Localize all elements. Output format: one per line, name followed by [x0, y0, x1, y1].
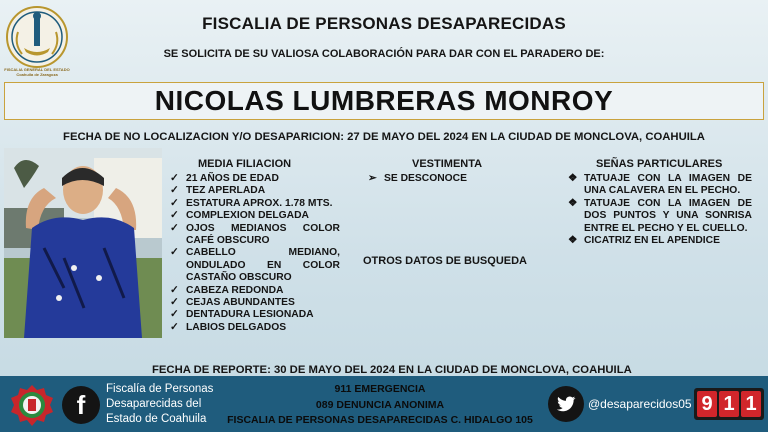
person-photo: [4, 148, 162, 338]
bullet-icon: ✓: [170, 284, 179, 296]
contact-info: [220, 382, 540, 429]
emergency-911-badge: [694, 388, 764, 420]
list-item-text: LABIOS DELGADOS: [186, 321, 287, 333]
list-item-text: TATUAJE CON LA IMAGEN DE DOS PUNTOS Y UNA SONRISA ENTRE EL PECHO Y EL CUELLO.: [584, 197, 752, 234]
digit: 1: [741, 391, 761, 417]
list-item: [368, 173, 518, 185]
list-item-text: ESTATURA APROX. 1.78 MTS.: [186, 197, 333, 209]
list-item-text: SE DESCONOCE: [384, 173, 467, 184]
media-filiacion-title: MEDIA FILIACION: [198, 158, 292, 170]
list-item-text: COMPLEXION DELGADA: [186, 210, 309, 222]
bullet-icon: ✓: [170, 247, 179, 259]
list-item-text: CEJAS ABUNDANTES: [186, 297, 295, 309]
facebook-icon[interactable]: f: [62, 386, 100, 424]
media-filiacion-list: [170, 173, 340, 334]
list-item-text: CICATRIZ EN EL APENDICE: [584, 235, 720, 247]
list-item-text: DENTADURA LESIONADA: [186, 309, 314, 321]
list-item: [568, 235, 752, 247]
org-line: Estado de Coahuila: [106, 413, 207, 425]
bullet-icon: ❖: [568, 173, 578, 184]
list-item-text: OJOS MEDIANOS COLOR CAFÉ OBSCURO: [186, 222, 340, 247]
list-item-text: TEZ APERLADA: [186, 185, 266, 197]
bullet-icon: ❖: [568, 235, 578, 247]
bullet-icon: ✓: [170, 185, 179, 197]
list-item: [170, 309, 340, 321]
list-item-text: TATUAJE CON LA IMAGEN DE UNA CALAVERA EN EL PECHO.: [584, 173, 752, 197]
bullet-icon: ✓: [170, 297, 179, 309]
vestimenta-title: VESTIMENTA: [412, 158, 483, 170]
otros-datos-title: OTROS DATOS DE BUSQUEDA: [363, 255, 527, 267]
missing-date-line: FECHA DE NO LOCALIZACION Y/O DESAPARICION: 27 DE MAYO DEL 2024 EN LA CIUDAD DE MONCLOVA, COAHUILA: [63, 131, 705, 143]
list-item: [170, 223, 340, 248]
poster-subtitle: SE SOLICITA DE SU VALIOSA COLABORACIÓN PARA DAR CON EL PARADERO DE:: [163, 48, 605, 60]
digit: 9: [697, 391, 717, 417]
name-banner: [4, 82, 764, 120]
address-line: FISCALIA DE PERSONAS DESAPARECIDAS C. HIDALGO 105: [227, 414, 533, 426]
coahuila-emblem-icon: [10, 384, 54, 428]
bullet-icon: ✓: [170, 321, 179, 333]
facebook-org-name: [106, 382, 213, 427]
bullet-icon: ➢: [368, 173, 377, 184]
list-item: [568, 173, 752, 198]
list-item-text: CABEZA REDONDA: [186, 284, 284, 296]
bullet-icon: ✓: [170, 309, 179, 321]
bullet-icon: ✓: [170, 197, 179, 209]
twitter-icon[interactable]: [548, 386, 584, 422]
report-date-line: FECHA DE REPORTE: 30 DE MAYO DEL 2024 EN LA CIUDAD DE MONCLOVA, COAHUILA: [152, 364, 632, 376]
bullet-icon: ✓: [170, 222, 179, 234]
person-name: NICOLAS LUMBRERAS MONROY: [154, 85, 614, 116]
senas-title: SEÑAS PARTICULARES: [596, 158, 723, 170]
list-item: [170, 198, 340, 210]
bullet-icon: ✓: [170, 210, 179, 222]
org-line: Fiscalía de Personas: [106, 383, 214, 395]
vestimenta-list: [368, 173, 518, 185]
emergency-line: 911 EMERGENCIA: [334, 383, 426, 395]
twitter-handle[interactable]: @desaparecidos05: [588, 397, 692, 411]
logo-caption: FISCALIA GENERAL DEL ESTADO Coahuila de Zaragoza: [4, 67, 70, 77]
digit: 1: [719, 391, 739, 417]
list-item: [170, 322, 340, 334]
bullet-icon: ❖: [568, 197, 578, 209]
list-item: [170, 285, 340, 297]
list-item-text: CABELLO MEDIANO, ONDULADO EN COLOR CASTAÑO OBSCURO: [186, 247, 340, 284]
org-line: Desaparecidas del: [106, 398, 202, 410]
list-item: [568, 198, 752, 235]
list-item: [170, 210, 340, 222]
list-item: [170, 247, 340, 284]
list-item: [170, 173, 340, 185]
list-item: [170, 297, 340, 309]
bullet-icon: ✓: [170, 173, 179, 184]
anonymous-line: 089 DENUNCIA ANONIMA: [315, 398, 445, 411]
list-item: [170, 185, 340, 197]
senas-list: [568, 173, 752, 247]
twitter-bird-icon: [555, 393, 577, 415]
list-item-text: 21 AÑOS DE EDAD: [186, 173, 279, 184]
poster-title: FISCALIA DE PERSONAS DESAPARECIDAS: [202, 14, 566, 33]
